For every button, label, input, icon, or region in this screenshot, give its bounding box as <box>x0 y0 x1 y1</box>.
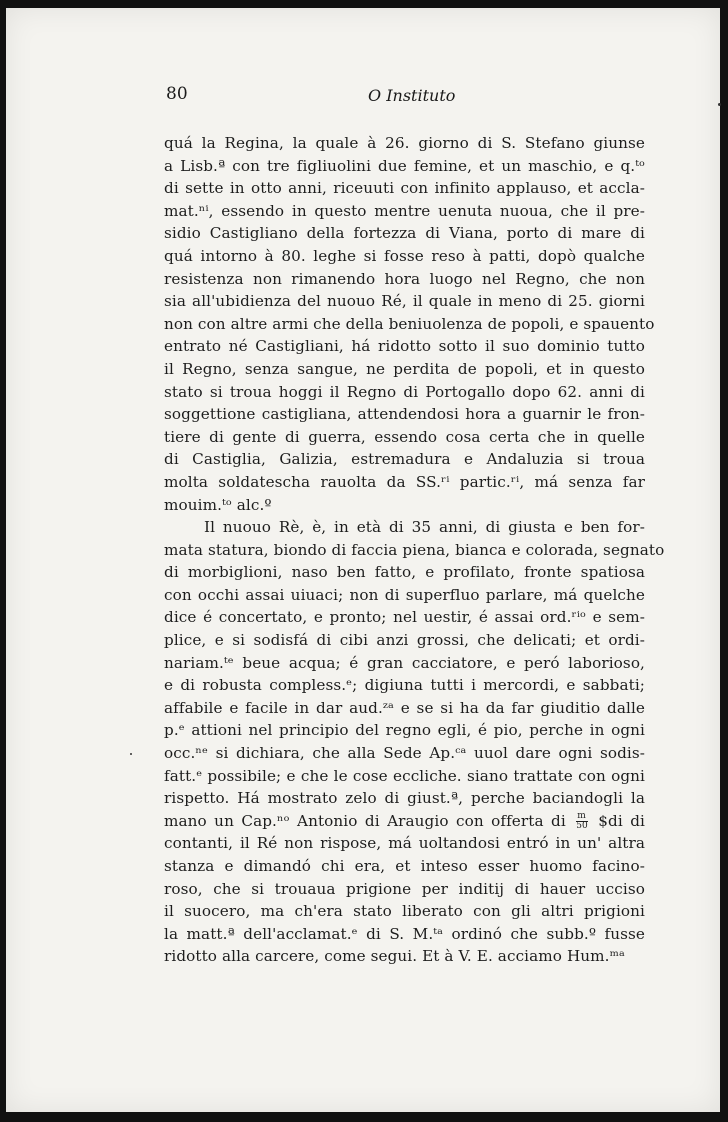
text-line: rispetto. Há mostrato zelo di giust.ª, perche baciandogli la <box>164 789 645 808</box>
text-line: resistenza non rimanendo hora luogo nel Regno, che non <box>164 269 645 288</box>
text-line: di sette in otto anni, riceuuti con infinito applauso, et accla- <box>164 179 645 198</box>
paragraph-2 <box>164 516 665 968</box>
text-line: di morbiglioni, naso ben fatto, e profilato, fronte spatiosa <box>164 563 645 582</box>
text-line: contanti, il Ré non rispose, má uoltandosi entró in un' altra <box>164 834 645 853</box>
text-line: sia all'ubidienza del nuouo Ré, il quale in meno di 25. giorni <box>164 292 645 311</box>
fraction-mark <box>576 812 588 831</box>
paragraph-1 <box>164 132 655 516</box>
text-line: ridotto alla carcere, come segui. Et à V. E. acciamo Hum.ᵐᵃ <box>164 947 625 966</box>
text-line: di Castiglia, Galizia, estremadura e Andaluzia si troua <box>164 450 645 469</box>
text-line: non con altre armi che della beniuolenza de popoli, e spauento <box>164 314 655 333</box>
text-line: stanza e dimandó chi era, et inteso esser huomo facino- <box>164 857 645 875</box>
text-line: la matt.ª dell'acclamat.ᵉ di S. M.ᵗᵃ ordinó che subb.º fusse <box>164 924 645 943</box>
fraction-numerator: m <box>576 812 588 822</box>
page-number: 80 <box>166 84 188 104</box>
text-line: occ.ⁿᵉ si dichiara, che alla Sede Ap.ᶜᵃ uuol dare ogni sodis- <box>164 744 645 763</box>
running-title: O Instituto <box>368 86 456 105</box>
text-line: mouim.ᵗᵒ alc.º <box>164 495 272 514</box>
fraction-denominator: 50 <box>576 821 588 832</box>
document-page <box>6 8 720 1112</box>
page-header <box>6 80 720 110</box>
text-line: e di robusta compless.ᵉ; digiuna tutti i mercordi, e sabbati; <box>164 676 645 695</box>
text-line: soggettione castigliana, attendendosi hora a guarnir le fron- <box>164 405 645 424</box>
text-line: il Regno, senza sangue, ne perdita de popoli, et in questo <box>164 359 645 378</box>
text-line: fatt.ᵉ possibile; e che le cose eccliche. siano trattate con ogni <box>164 766 645 785</box>
text-line: Il nuouo Rè, è, in età di 35 anni, di giusta e ben for- <box>204 518 645 537</box>
text-line: affabile e facile in dar aud.ᶻᵃ e se si ha da far giuditio dalle <box>164 698 645 717</box>
text-line: mata statura, biondo di faccia piena, bianca e colorada, segnato <box>164 540 665 559</box>
text-line: dice é concertato, e pronto; nel uestir, é assai ord.ʳⁱᵒ e sem- <box>164 608 645 627</box>
text-line: stato si troua hoggi il Regno di Portogallo dopo 62. anni di <box>164 382 645 401</box>
text-line: tiere di gente di guerra, essendo cosa certa che in quelle <box>164 427 645 446</box>
text-line: plice, e si sodisfá di cibi anzi grossi, che delicati; et ordi- <box>164 631 645 650</box>
text-line: quá la Regina, la quale à 26. giorno di S. Stefano giunse <box>164 134 645 152</box>
text-line: a Lisb.ª con tre figliuolini due femine, et un maschio, e q.ᵗᵒ <box>164 156 645 175</box>
text-line: roso, che si trouaua prigione per inditij di hauer ucciso <box>164 879 645 898</box>
body-text <box>164 132 665 968</box>
text-line: p.ᵉ attioni nel principio del regno egli, é pio, perche in ogni <box>164 721 645 740</box>
line-segment: mano un Cap.ⁿᵒ Antonio di Araugio con offerta di <box>164 811 574 830</box>
text-line <box>164 810 645 833</box>
text-line: mat.ⁿⁱ, essendo in questo mentre uenuta nuoua, che il pre- <box>164 201 645 220</box>
text-line: quá intorno à 80. leghe si fosse reso à patti, dopò qualche <box>164 246 645 265</box>
text-line: sidio Castigliano della fortezza di Viana, porto di mare di <box>164 224 645 243</box>
text-line: con occhi assai uiuaci; non di superfluo parlare, má quelche <box>164 585 645 604</box>
line-segment: $di di <box>590 811 645 830</box>
scan-speck <box>718 103 721 106</box>
text-line: il suocero, ma ch'era stato liberato con gli altri prigioni <box>164 902 645 921</box>
text-line: entrato né Castigliani, há ridotto sotto il suo dominio tutto <box>164 337 645 356</box>
scan-speck <box>130 753 132 755</box>
text-line: nariam.ᵗᵉ beue acqua; é gran cacciatore, e peró laborioso, <box>164 653 645 672</box>
text-line: molta soldatescha rauolta da SS.ʳⁱ partic.ʳⁱ, má senza far <box>164 472 645 491</box>
